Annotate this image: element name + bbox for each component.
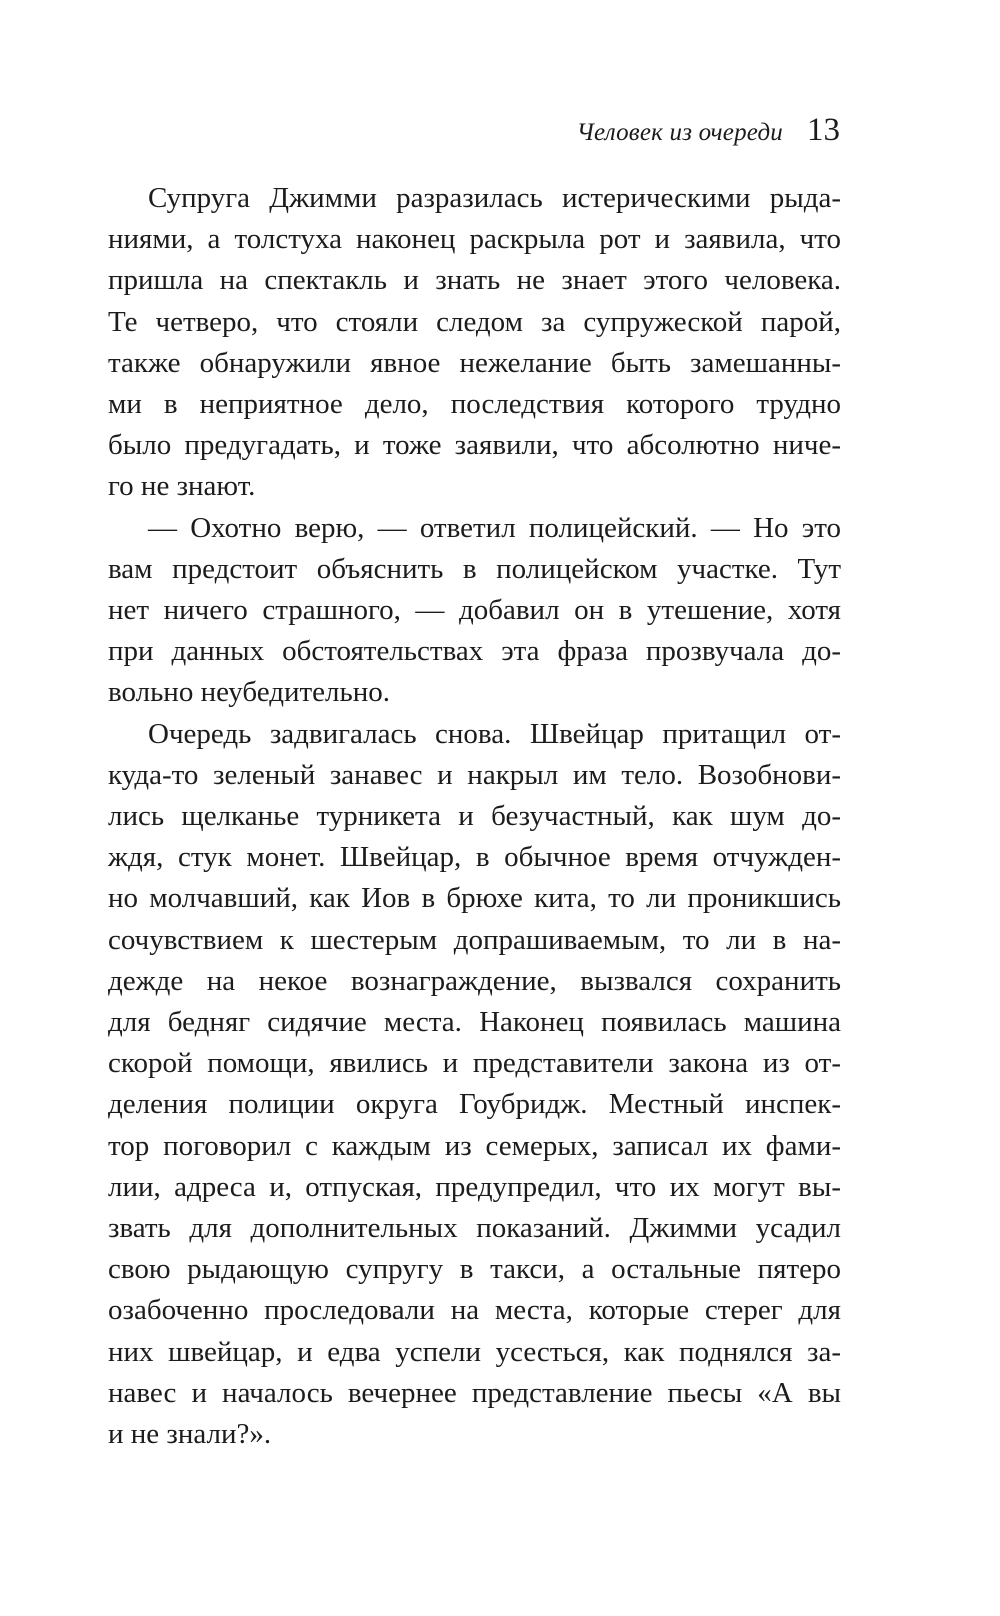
body-text xyxy=(108,178,841,1455)
text-line: них швейцар, и едва успели усесться, как поднялся за- xyxy=(108,1335,841,1368)
text-line: пришла на спектакль и знать не знает этого человека. xyxy=(108,264,841,297)
text-line: ниями, а толстуха наконец раскрыла рот и заявила, что xyxy=(108,223,841,256)
running-title: Человек из очереди xyxy=(576,119,783,146)
text-line: звать для дополнительных показаний. Джимми усадил xyxy=(108,1212,841,1245)
text-line: и не знали?». xyxy=(108,1418,272,1451)
text-line: Очередь задвигалась снова. Швейцар притащил от- xyxy=(148,717,841,750)
text-line: вольно неубедительно. xyxy=(108,676,391,709)
text-line: при данных обстоятельствах эта фраза прозвучала до- xyxy=(108,635,841,668)
text-line: го не знают. xyxy=(108,470,256,503)
text-line: ми в неприятное дело, последствия которого трудно xyxy=(108,388,841,421)
text-line: свою рыдающую супругу в такси, а остальные пятеро xyxy=(108,1253,841,1286)
text-line: сочувствием к шестерым допрашиваемым, то ли в на- xyxy=(108,923,841,956)
text-line: тор поговорил с каждым из семерых, записал их фами- xyxy=(108,1129,841,1162)
text-line: озабоченно проследовали на места, которые стерег для xyxy=(108,1294,841,1327)
text-line: ждя, стук монет. Швейцар, в обычное время отчужден- xyxy=(108,841,841,874)
text-line: навес и началось вечернее представление пьесы «А вы xyxy=(108,1376,841,1409)
text-line: лии, адреса и, отпуская, предупредил, что их могут вы- xyxy=(108,1170,841,1203)
text-line: скорой помощи, явились и представители закона из от- xyxy=(108,1047,841,1080)
page-number: 13 xyxy=(807,112,840,148)
text-line: лись щелканье турникета и безучастный, как шум до- xyxy=(108,800,841,833)
text-line: — Охотно верю, — ответил полицейский. — Но это xyxy=(148,511,841,544)
text-line: было предугадать, и тоже заявили, что абсолютно ниче- xyxy=(108,429,841,462)
text-line: куда-то зеленый занавес и накрыл им тело. Возобнови- xyxy=(108,758,841,791)
text-line: Те четверо, что стояли следом за супружеской парой, xyxy=(108,305,841,338)
text-line: также обнаружили явное нежелание быть замешанны- xyxy=(108,346,841,379)
text-line: дежде на некое вознаграждение, вызвался сохранить xyxy=(108,964,841,997)
text-line: для бедняг сидячие места. Наконец появилась машина xyxy=(108,1006,841,1039)
text-line: Супруга Джимми разразилась истерическими рыда- xyxy=(148,182,841,214)
text-line: но молчавший, как Иов в брюхе кита, то ли проникшись xyxy=(108,882,841,915)
running-head xyxy=(577,112,840,149)
text-line: деления полиции округа Гоубридж. Местный инспек- xyxy=(108,1088,841,1121)
text-line: нет ничего страшного, — добавил он в утешение, хотя xyxy=(108,594,841,627)
text-line: вам предстоит объяснить в полицейском участке. Тут xyxy=(108,552,841,585)
